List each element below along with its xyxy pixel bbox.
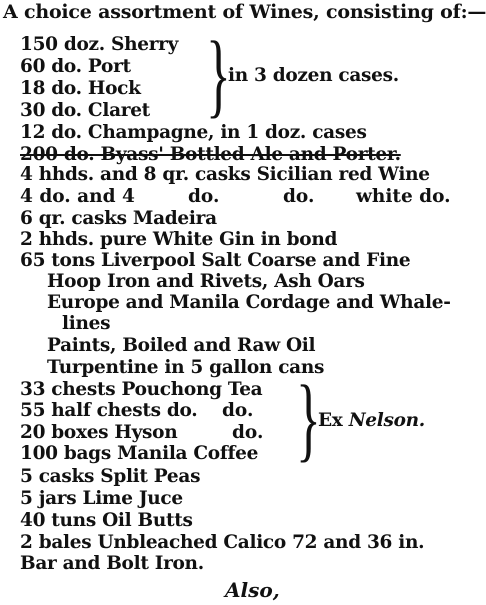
wine-item: 30 do. Claret <box>20 100 150 121</box>
cargo-item: 33 chests Pouchong Tea <box>20 379 263 400</box>
list-item: 5 jars Lime Juce <box>20 488 183 509</box>
cargo-item: 55 half chests do. <box>20 400 198 421</box>
cargo-item: 100 bags Manila Coffee <box>20 443 259 464</box>
ship-name: Nelson. <box>348 410 425 431</box>
list-item: 2 hhds. pure White Gin in bond <box>20 229 338 250</box>
group2-note <box>318 410 425 431</box>
right-brace-icon: } <box>206 23 231 127</box>
list-item: 4 hhds. and 8 qr. casks Sicilian red Wine <box>20 164 430 185</box>
list-item: Europe and Manila Cordage and Whale- <box>47 292 451 313</box>
right-brace-icon: } <box>296 367 321 471</box>
group1-note: in 3 dozen cases. <box>228 65 399 86</box>
list-item: Hoop Iron and Rivets, Ash Oars <box>47 271 365 292</box>
list-item: Bar and Bolt Iron. <box>20 553 204 574</box>
list-item: 12 do. Champagne, in 1 doz. cases <box>20 122 367 143</box>
ditto-mark: do. <box>222 400 254 421</box>
list-item: white do. <box>356 186 451 207</box>
heading: A choice assortment of Wines, consisting of:— <box>3 1 486 23</box>
group2-note-prefix: Ex <box>318 410 343 431</box>
list-item: lines <box>62 313 111 334</box>
list-item: 5 casks Split Peas <box>20 466 201 487</box>
list-item: Turpentine in 5 gallon cans <box>47 357 325 378</box>
footer-also: Also, <box>225 578 280 602</box>
list-item: 200 do. Byass' Bottled Ale and Porter. <box>20 144 401 165</box>
wine-item: 18 do. Hock <box>20 78 141 99</box>
list-item: Paints, Boiled and Raw Oil <box>47 335 316 356</box>
list-item: 2 bales Unbleached Calico 72 and 36 in. <box>20 532 425 553</box>
ditto-mark: do. <box>283 186 315 207</box>
list-item: 65 tons Liverpool Salt Coarse and Fine <box>20 250 411 271</box>
list-item: 6 qr. casks Madeira <box>20 208 217 229</box>
wine-item: 150 doz. Sherry <box>20 34 179 55</box>
list-item: 4 do. and 4 <box>20 186 135 207</box>
cargo-item: 20 boxes Hyson <box>20 422 178 443</box>
wine-item: 60 do. Port <box>20 56 131 77</box>
ditto-mark: do. <box>188 186 220 207</box>
ditto-mark: do. <box>232 422 264 443</box>
list-item: 40 tuns Oil Butts <box>20 510 193 531</box>
